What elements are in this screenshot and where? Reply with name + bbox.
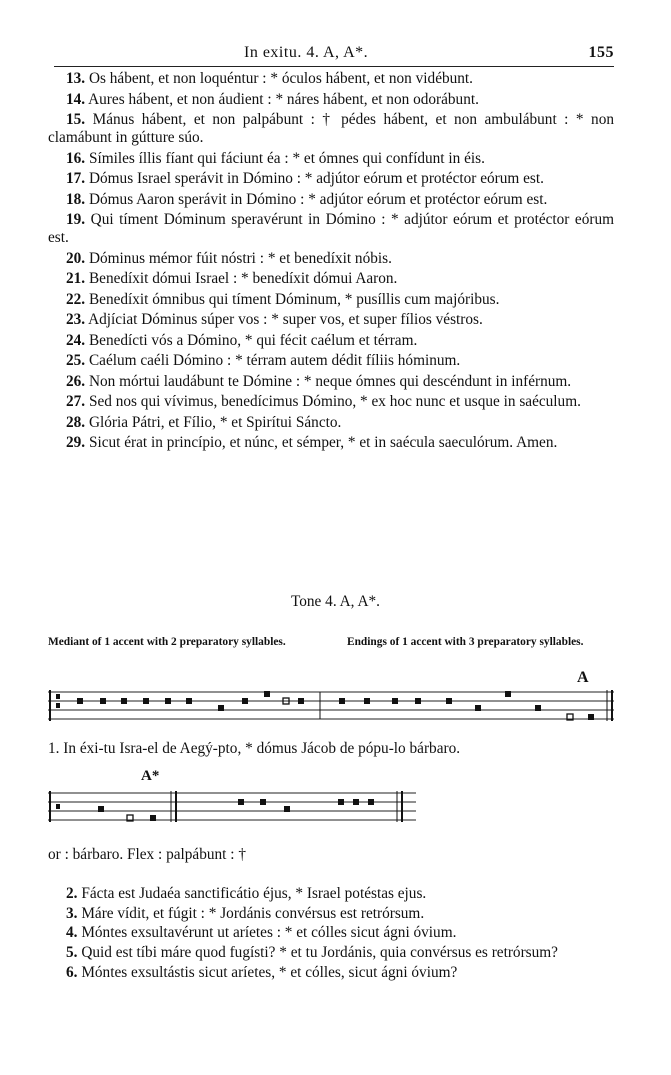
verse: 3. Máre vídit, et fúgit : * Jordánis convérsus est retrórsum. xyxy=(66,904,425,922)
neume xyxy=(505,691,511,697)
tone-title: Tone 4. A, A*. xyxy=(290,593,380,610)
neume xyxy=(121,698,127,704)
neume xyxy=(368,799,374,805)
neume xyxy=(298,698,304,704)
verse: 20. Dóminus mémor fúit nóstri : * et benedíxit nóbis. xyxy=(66,249,392,267)
neume xyxy=(415,698,421,704)
neume xyxy=(186,698,192,704)
neume xyxy=(238,799,244,805)
ending-a-label: A xyxy=(577,669,589,686)
chant-staff-main xyxy=(48,688,616,724)
neume xyxy=(165,698,171,704)
verse: 19. Qui tíment Dóminum speravérunt in Dómino : * adjútor eórum et protéctor eórum est. xyxy=(48,211,614,247)
page-number: 155 xyxy=(588,44,614,61)
neume xyxy=(535,705,541,711)
neume xyxy=(475,705,481,711)
bar-lines xyxy=(50,690,612,721)
neume xyxy=(260,799,266,805)
neume xyxy=(339,698,345,704)
neume xyxy=(353,799,359,805)
neume xyxy=(338,799,344,805)
ending-astar-label: A* xyxy=(141,768,160,784)
neume xyxy=(143,698,149,704)
chant-staff-alt xyxy=(48,789,418,825)
verse: 27. Sed nos qui vívimus, benedícimus Dómino, * ex hoc nunc et usque in saéculum. xyxy=(66,393,581,411)
neume xyxy=(98,806,104,812)
chant-neumes xyxy=(56,691,594,720)
header-title: In exitu. 4. A, A*. xyxy=(244,44,369,61)
verse: 2. Fácta est Judaéa sanctificátio éjus, * Israel potéstas ejus. xyxy=(66,885,427,902)
neume xyxy=(446,698,452,704)
alternate-ending-line: or : bárbaro. Flex : palpábunt : † xyxy=(48,846,246,863)
verse: 17. Dómus Israel sperávit in Dómino : * adjútor eórum et protéctor eórum est. xyxy=(66,170,544,188)
psalm-verses-upper xyxy=(48,70,614,455)
verse: 29. Sicut érat in princípio, et núnc, et sémper, * et in saécula saeculórum. Amen. xyxy=(66,434,558,452)
neume xyxy=(150,815,156,821)
verse: 21. Benedíxit dómui Israel : * benedíxit dómui Aaron. xyxy=(66,270,398,288)
verse: 14. Aures hábent, et non áudient : * náres hábent, et non odorábunt. xyxy=(66,90,479,108)
clef-mark xyxy=(56,703,60,708)
verse: 26. Non mórtui laudábunt te Dómine : * neque ómnes qui descéndunt in inférnum. xyxy=(66,372,572,390)
verse: 5. Quid est tíbi máre quod fugísti? * et tu Jordánis, quia convérsus es retrórsum? xyxy=(66,944,558,962)
neume xyxy=(77,698,83,704)
neume xyxy=(588,714,594,720)
clef-mark xyxy=(56,694,60,699)
neume xyxy=(364,698,370,704)
verse: 18. Dómus Aaron sperávit in Dómino : * adjútor eórum et protéctor eórum est. xyxy=(66,190,548,208)
mediant-note: Mediant of 1 accent with 2 preparatory syllables. xyxy=(48,636,286,648)
verse: 16. Símiles íllis fíant qui fáciunt éa : * et ómnes qui confídunt in éis. xyxy=(66,149,485,167)
clef-mark xyxy=(56,804,60,809)
verse: 6. Móntes exsultástis sicut aríetes, * et cólles, sicut ágni óvium? xyxy=(66,963,458,981)
verse: 15. Mánus hábent, et non palpábunt : † pédes hábent, et non ambulábunt : * non clamábunt in gútture súo. xyxy=(48,111,614,147)
psalm-verses-lower xyxy=(48,885,614,984)
verse: 22. Benedíxit ómnibus qui tíment Dóminum, * pusíllis cum majóribus. xyxy=(66,290,500,308)
endings-note: Endings of 1 accent with 3 preparatory syllables. xyxy=(347,636,584,648)
neume xyxy=(264,691,270,697)
neume xyxy=(284,806,290,812)
neume xyxy=(242,698,248,704)
staff-lines xyxy=(48,692,614,719)
verse: 4. Móntes exsultavérunt ut aríetes : * et cólles sicut ágni óvium. xyxy=(66,924,457,942)
header-rule xyxy=(54,66,614,67)
neume xyxy=(100,698,106,704)
neume xyxy=(218,705,224,711)
verse: 23. Adjíciat Dóminus súper vos : * super vos, et super fílios véstros. xyxy=(66,311,483,329)
verse: 13. Os hábent, et non loquéntur : * óculos hábent, et non vidébunt. xyxy=(66,70,474,87)
verse: 24. Benedícti vós a Dómino, * qui fécit caélum et térram. xyxy=(66,331,418,349)
verse: 28. Glória Pátri, et Fílio, * et Spirítui Sáncto. xyxy=(66,413,342,431)
example-verse: 1. In éxi-tu Isra-el de Aegý-pto, * dómus Jácob de pópu-lo bárbaro. xyxy=(48,740,461,757)
neume xyxy=(392,698,398,704)
verse: 25. Caélum caéli Dómino : * térram autem dédit fíliis hóminum. xyxy=(66,352,461,370)
